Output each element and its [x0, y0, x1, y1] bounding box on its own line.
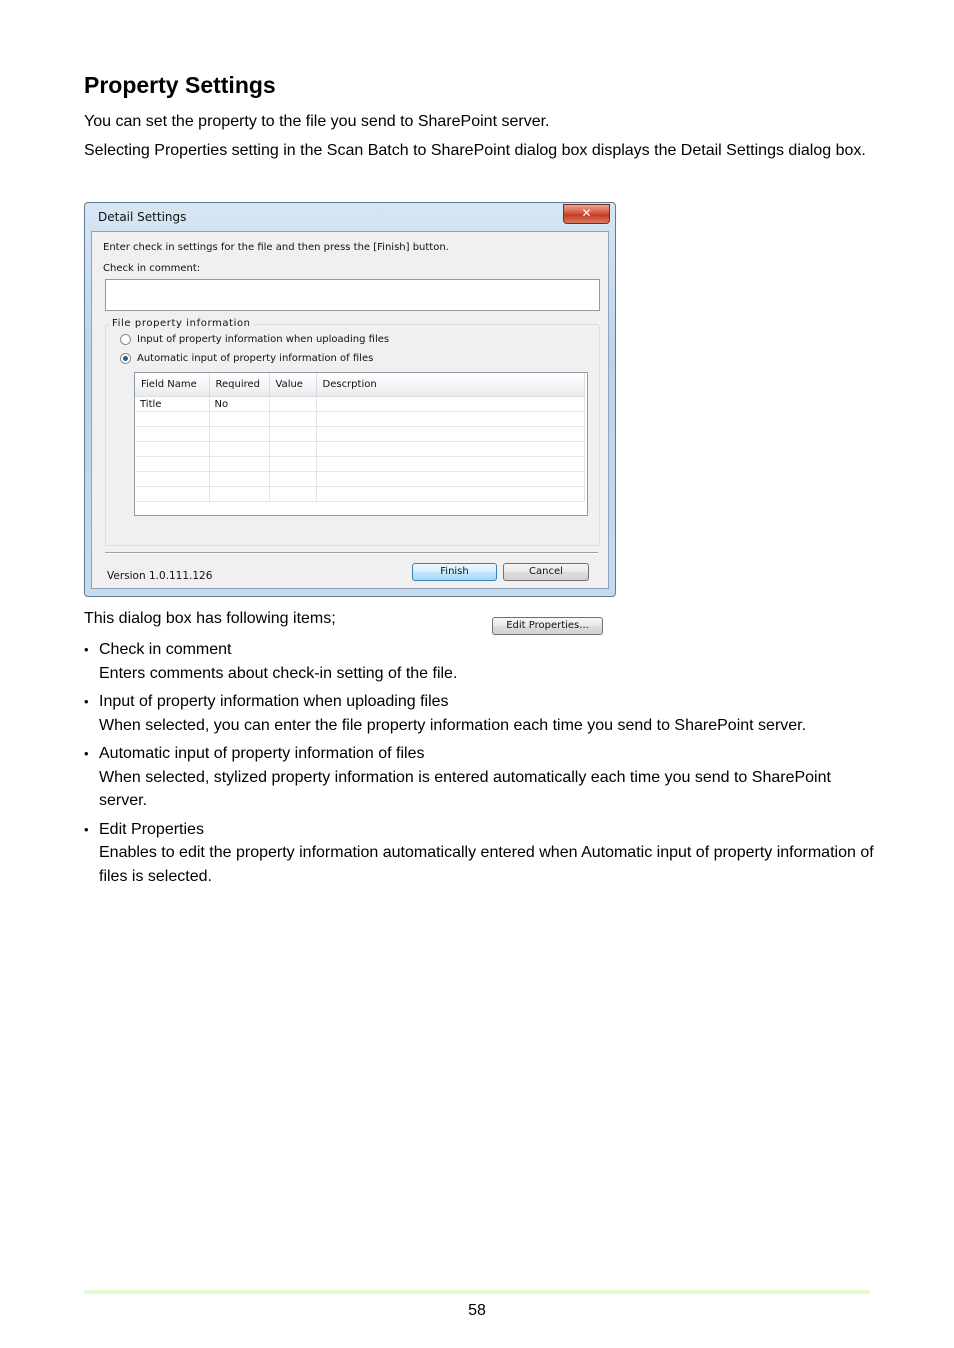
table-cell[interactable] [316, 397, 584, 412]
table-cell[interactable] [316, 457, 584, 472]
table-cell[interactable] [209, 412, 269, 427]
list-item [84, 690, 874, 737]
page-number: 58 [468, 1302, 486, 1319]
table-cell[interactable] [269, 457, 316, 472]
table-cell[interactable] [316, 487, 584, 502]
item-description: When selected, stylized property information is entered automatically each time you send to SharePoint server. [99, 768, 831, 809]
table-cell[interactable] [269, 397, 316, 412]
item-term: Input of property information when uploading files [99, 693, 449, 710]
finish-button[interactable]: Finish [412, 563, 497, 581]
list-item [84, 742, 874, 813]
list-item [84, 638, 874, 685]
table-cell[interactable] [135, 427, 209, 442]
item-term: Automatic input of property information of files [99, 745, 425, 762]
cancel-button[interactable]: Cancel [503, 563, 589, 581]
table-cell[interactable] [209, 442, 269, 457]
table-cell[interactable] [316, 427, 584, 442]
table-cell[interactable] [209, 472, 269, 487]
check-in-comment-label: Check in comment: [103, 263, 201, 274]
table-cell[interactable] [209, 427, 269, 442]
manual-input-radio-label: Input of property information when uploading files [137, 334, 390, 345]
table-cell[interactable] [269, 487, 316, 502]
table-row[interactable] [135, 427, 584, 442]
item-term: Check in comment [99, 641, 232, 658]
table-cell[interactable] [135, 472, 209, 487]
item-description: Enters comments about check-in setting of the file. [99, 664, 458, 682]
intro-paragraph: You can set the property to the file you send to SharePoint server. [84, 113, 550, 130]
column-header-value[interactable]: Value [269, 373, 316, 397]
edit-properties-button[interactable]: Edit Properties... [492, 617, 603, 635]
dialog-title: Detail Settings [98, 210, 187, 224]
manual-input-radio[interactable] [120, 334, 131, 345]
table-row[interactable] [135, 397, 584, 412]
table-cell[interactable] [269, 472, 316, 487]
column-header-required[interactable]: Required [209, 373, 269, 397]
table-cell[interactable] [316, 412, 584, 427]
item-description: When selected, you can enter the file property information each time you send to SharePoint server. [99, 716, 807, 734]
close-icon[interactable]: ✕ [563, 204, 610, 224]
table-cell[interactable] [269, 442, 316, 457]
items-list [84, 638, 874, 893]
page-title: Property Settings [84, 72, 276, 98]
column-header-field-name[interactable]: Field Name [135, 373, 209, 397]
table-cell[interactable] [316, 472, 584, 487]
manual-input-radio-option[interactable] [120, 334, 389, 345]
instructions-text: Enter check in settings for the file and then press the [Finish] button. [103, 242, 449, 253]
table-row[interactable] [135, 442, 584, 457]
table-cell[interactable] [209, 487, 269, 502]
table-cell[interactable]: Title [135, 397, 209, 412]
table-cell[interactable] [135, 412, 209, 427]
table-cell[interactable] [135, 487, 209, 502]
auto-input-radio-label: Automatic input of property information of files [137, 353, 374, 364]
property-table [135, 373, 585, 502]
table-cell[interactable] [209, 457, 269, 472]
table-cell[interactable]: No [209, 397, 269, 412]
table-cell[interactable] [269, 412, 316, 427]
table-row[interactable] [135, 472, 584, 487]
auto-input-radio[interactable] [120, 353, 131, 364]
check-in-comment-input[interactable] [105, 279, 600, 311]
table-cell[interactable] [135, 442, 209, 457]
item-description: Enables to edit the property information automatically entered when Automatic input of property information of files is selected. [99, 844, 874, 885]
table-cell[interactable] [269, 427, 316, 442]
dialog-separator [105, 552, 598, 554]
version-text: Version 1.0.111.126 [107, 570, 213, 582]
table-cell[interactable] [135, 457, 209, 472]
footer-rule [84, 1290, 870, 1294]
table-row[interactable] [135, 487, 584, 502]
file-property-group-label: File property information [112, 318, 251, 329]
list-item [84, 818, 874, 889]
property-grid[interactable] [134, 372, 588, 516]
table-cell[interactable] [316, 442, 584, 457]
dialog-description-paragraph: Selecting Properties setting in the Scan Batch to SharePoint dialog box displays the Detail Settings dialog box. [84, 142, 866, 159]
auto-input-radio-option[interactable] [120, 353, 373, 364]
dialog-titlebar[interactable] [85, 203, 615, 231]
items-intro-paragraph: This dialog box has following items; [84, 610, 336, 627]
table-row[interactable] [135, 457, 584, 472]
column-header-description[interactable]: Descrption [316, 373, 584, 397]
table-header-row [135, 373, 584, 397]
table-row[interactable] [135, 412, 584, 427]
item-term: Edit Properties [99, 820, 204, 838]
